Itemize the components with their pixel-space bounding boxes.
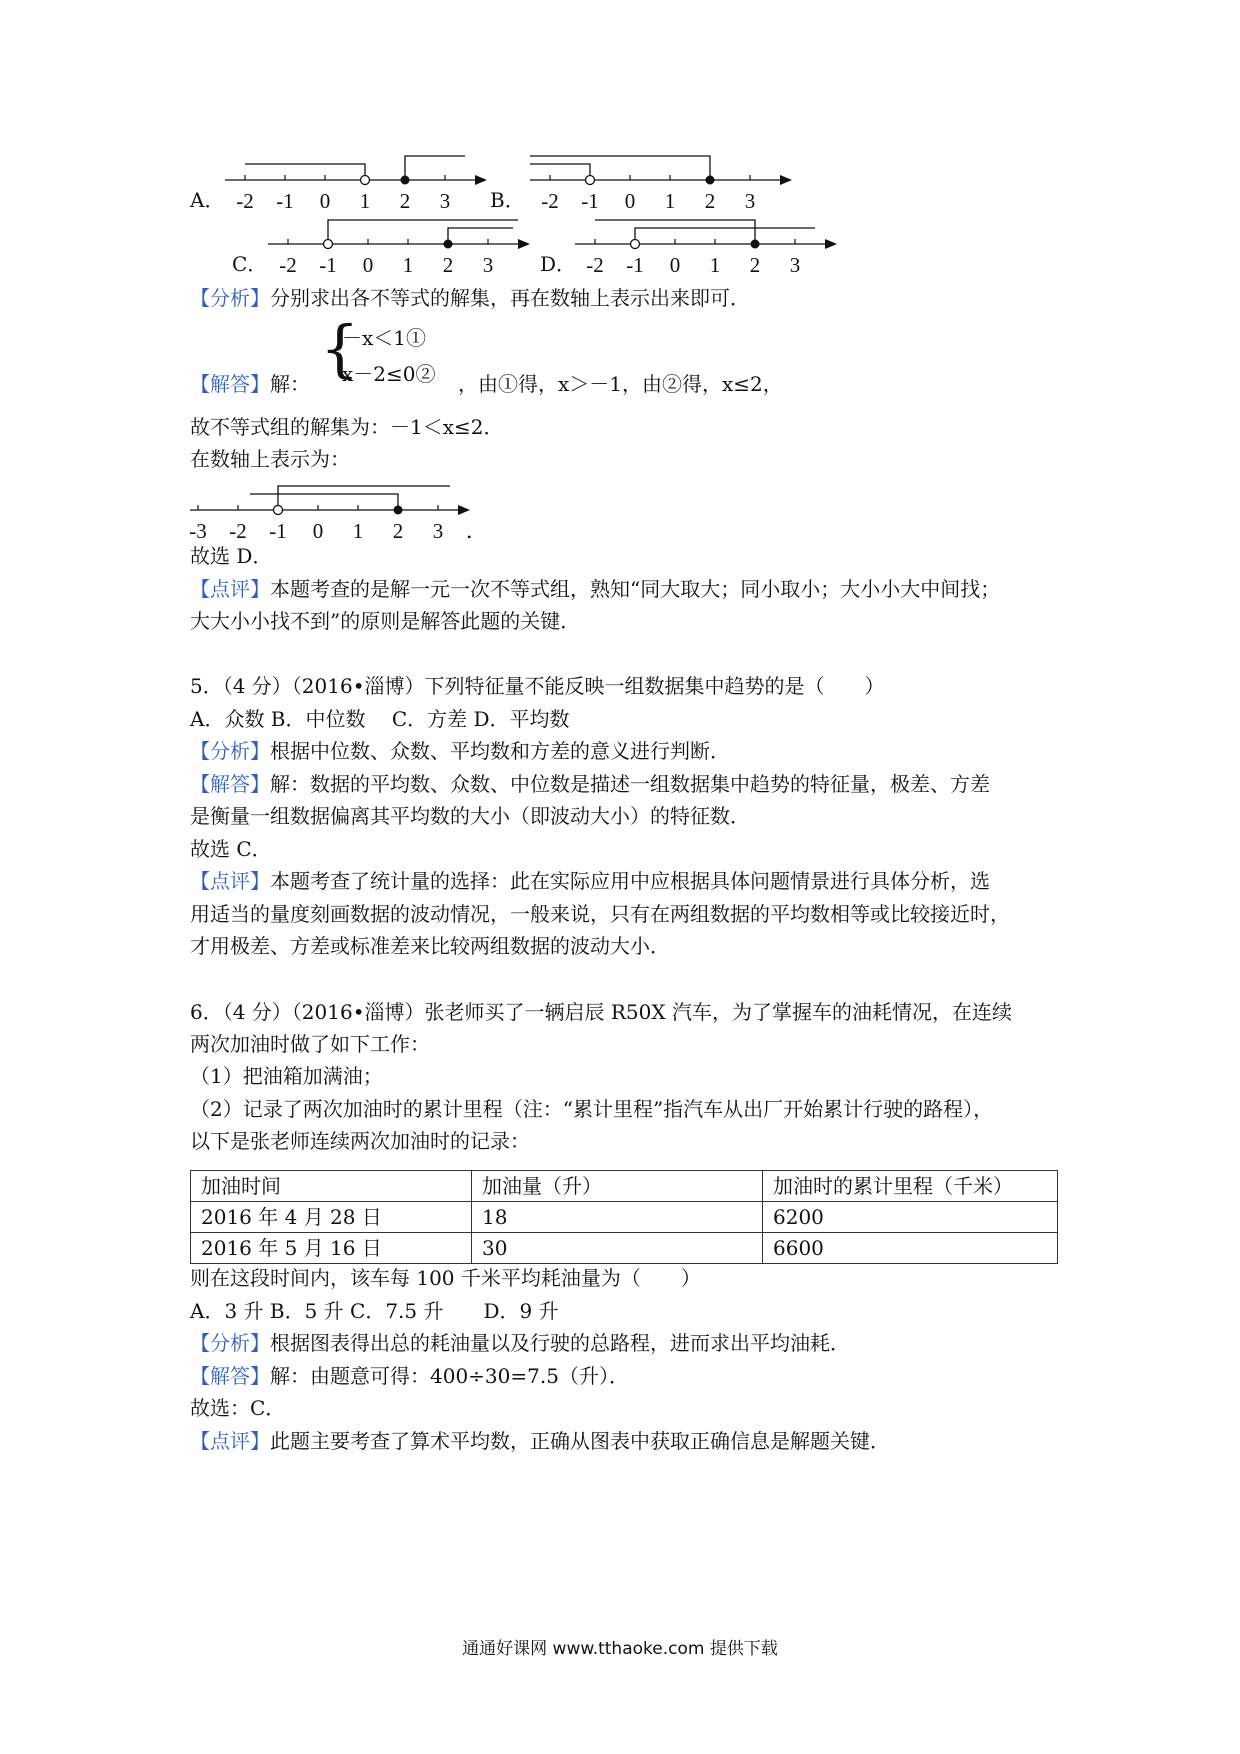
table-header-row — [191, 1171, 1058, 1202]
page-footer: 通通好课网 www.tthaoke.com 提供下载 — [462, 1639, 778, 1659]
q6-step-2: （2）记录了两次加油时的累计里程（注：“累计里程”指汽车从出厂开始累计行驶的路程）， — [190, 1097, 994, 1121]
tick-label: 2 — [392, 519, 404, 543]
answer-tag: 【解答】 — [190, 1364, 270, 1388]
q5-answer-2: 是衡量一组数据偏离其平均数的大小（即波动大小）的特征数． — [190, 804, 750, 828]
tick-label: -2 — [229, 519, 247, 543]
table-row — [191, 1202, 1058, 1233]
tick-label: 0 — [624, 189, 636, 213]
table-cell: 2016 年 4 月 28 日 — [191, 1202, 472, 1233]
answer-after: ，由①得，x＞－1，由②得，x≤2， — [458, 372, 783, 396]
q6-options: A．3 升 B．5 升 C．7.5 升 D．9 升 — [190, 1299, 559, 1323]
answer-text: 解：由题意可得：400÷30=7.5（升）． — [270, 1364, 629, 1388]
tick-label: -1 — [269, 519, 287, 543]
system-line-2: x－2≤0② — [342, 362, 436, 386]
tick-label: -1 — [581, 189, 599, 213]
table-header-cell: 加油量（升） — [472, 1171, 763, 1202]
q5-question: 5．（4 分）（2016•淄博）下列特征量不能反映一组数据集中趋势的是（ ） — [190, 674, 885, 698]
q6-choice: 故选：C． — [190, 1396, 286, 1420]
fuel-record-table — [190, 1170, 1058, 1264]
option-c-label: C． — [232, 252, 268, 276]
table-cell: 6200 — [763, 1202, 1058, 1233]
tick-label: -2 — [236, 189, 254, 213]
analysis-tag: 【分析】 — [190, 1331, 270, 1355]
number-line-option-c — [268, 214, 528, 279]
tick-label: 2 — [704, 189, 716, 213]
q6-ask: 则在这段时间内，该车每 100 千米平均耗油量为（ ） — [190, 1266, 701, 1290]
tick-label: 3 — [789, 253, 801, 277]
system-line-1: －x＜1① — [342, 326, 427, 350]
solution-number-line — [189, 480, 487, 545]
comment-text: 本题考查的是解一元一次不等式组，熟知“同大取大；同小取小；大小小大中间找； — [270, 577, 1001, 601]
table-cell: 30 — [472, 1233, 763, 1264]
q4-show-on-axis: 在数轴上表示为： — [190, 447, 350, 471]
q5-comment-1 — [190, 865, 1060, 897]
analysis-text: 根据图表得出总的耗油量以及行驶的总路程，进而求出平均油耗． — [270, 1331, 850, 1355]
tick-label: 3 — [439, 189, 451, 213]
q5-choice: 故选 C． — [190, 837, 272, 861]
comment-tag: 【点评】 — [190, 1429, 270, 1453]
table-cell: 18 — [472, 1202, 763, 1233]
q4-solution-set: 故不等式组的解集为：－1＜x≤2． — [190, 415, 504, 439]
table-header-cell: 加油时间 — [191, 1171, 472, 1202]
q4-comment-2: 大大小小找不到”的原则是解答此题的关键． — [190, 609, 581, 633]
q5-answer-1 — [190, 768, 1060, 800]
tick-label: 1 — [402, 253, 414, 277]
tick-label: 3 — [432, 519, 444, 543]
system-brace: { — [320, 312, 360, 385]
q6-step-1: （1）把油箱加满油； — [190, 1064, 383, 1088]
tick-label: 0 — [669, 253, 681, 277]
tick-label: -3 — [189, 519, 207, 543]
q4-answer — [190, 368, 1060, 400]
tick-label: -1 — [319, 253, 337, 277]
answer-prefix: 解： — [270, 372, 310, 396]
table-cell: 6600 — [763, 1233, 1058, 1264]
comment-text: 此题主要考查了算术平均数，正确从图表中获取正确信息是解题关键． — [270, 1429, 890, 1453]
tick-label: -2 — [541, 189, 559, 213]
analysis-text: 分别求出各不等式的解集，再在数轴上表示出来即可． — [270, 286, 750, 310]
tick-label: 2 — [749, 253, 761, 277]
q5-analysis — [190, 735, 1060, 767]
q6-answer — [190, 1360, 1060, 1392]
table-header-cell: 加油时的累计里程（千米） — [763, 1171, 1058, 1202]
tick-label: 2 — [399, 189, 411, 213]
comment-text: 本题考查了统计量的选择：此在实际应用中应根据具体问题情景进行具体分析，选 — [270, 869, 990, 893]
q4-comment-1 — [190, 573, 1060, 605]
number-line-option-d — [575, 214, 835, 279]
q4-analysis — [190, 282, 1060, 314]
analysis-tag: 【分析】 — [190, 739, 270, 763]
option-d-label: D． — [540, 252, 577, 276]
tick-label: 1 — [664, 189, 676, 213]
tick-label: 3 — [744, 189, 756, 213]
tick-label: -1 — [276, 189, 294, 213]
tick-label: 1 — [359, 189, 371, 213]
analysis-tag: 【分析】 — [190, 286, 270, 310]
q6-question-1: 6．（4 分）（2016•淄博）张老师买了一辆启辰 R50X 汽车，为了掌握车的油耗情况，在连续 — [190, 1000, 1012, 1024]
answer-tag: 【解答】 — [190, 372, 270, 396]
tick-label: 0 — [362, 253, 374, 277]
tick-label: 1 — [709, 253, 721, 277]
tick-label: -2 — [586, 253, 604, 277]
option-a-label: A． — [190, 188, 225, 212]
q6-analysis — [190, 1327, 1060, 1359]
tick-label: 0 — [319, 189, 331, 213]
q6-comment — [190, 1425, 1060, 1457]
tick-label: -2 — [279, 253, 297, 277]
tick-label: -1 — [626, 253, 644, 277]
comment-tag: 【点评】 — [190, 869, 270, 893]
analysis-text: 根据中位数、众数、平均数和方差的意义进行判断． — [270, 739, 730, 763]
number-line-option-b — [530, 150, 790, 215]
q5-options: A．众数 B．中位数 C．方差 D．平均数 — [190, 707, 570, 731]
answer-text: 解：数据的平均数、众数、中位数是描述一组数据集中趋势的特征量，极差、方差 — [270, 772, 990, 796]
q6-step-3: 以下是张老师连续两次加油时的记录： — [190, 1129, 530, 1153]
tick-label: 1 — [352, 519, 364, 543]
number-line-option-a — [225, 150, 485, 215]
answer-tag: 【解答】 — [190, 772, 270, 796]
tick-label: 2 — [442, 253, 454, 277]
comment-tag: 【点评】 — [190, 577, 270, 601]
table-cell: 2016 年 5 月 16 日 — [191, 1233, 472, 1264]
table-row — [191, 1233, 1058, 1264]
axis-period: ． — [466, 519, 487, 543]
q6-question-2: 两次加油时做了如下工作： — [190, 1032, 430, 1056]
tick-label: 3 — [482, 253, 494, 277]
q5-comment-2: 用适当的量度刻画数据的波动情况，一般来说，只有在两组数据的平均数相等或比较接近时， — [190, 902, 1010, 926]
tick-label: 0 — [312, 519, 324, 543]
q4-choice: 故选 D． — [190, 544, 273, 568]
option-b-label: B． — [490, 188, 525, 212]
q5-comment-3: 才用极差、方差或标准差来比较两组数据的波动大小． — [190, 934, 670, 958]
